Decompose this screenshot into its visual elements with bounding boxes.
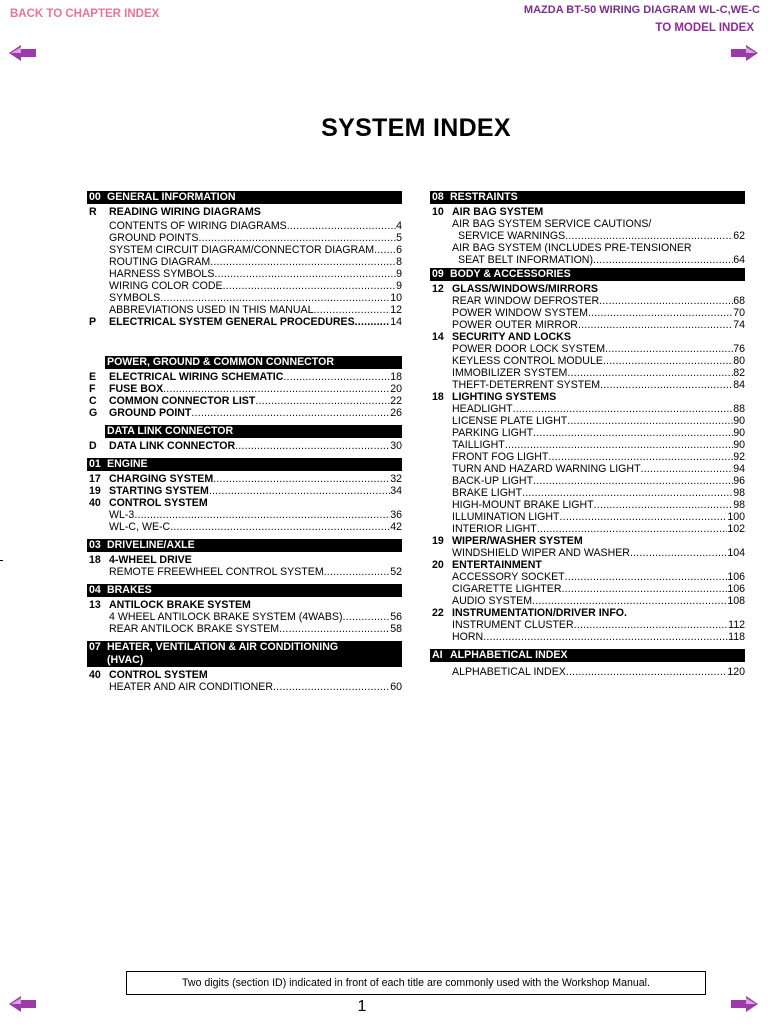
index-entry[interactable]: ABBREVIATIONS USED IN THIS MANUAL ..... 12 <box>87 304 402 316</box>
index-entry[interactable]: HORN ..... 118 <box>430 631 745 643</box>
footer-note: Two digits (section ID) indicated in front of each title are commonly used with the Workshop Manual. <box>126 971 706 995</box>
index-entry[interactable]: WINDSHIELD WIPER AND WASHER ..... 104 <box>430 547 745 559</box>
index-entry-reading-wiring-diagrams[interactable]: R READING WIRING DIAGRAMS <box>89 206 261 218</box>
index-entry[interactable]: PARKING LIGHT ..... 90 <box>430 427 745 439</box>
section-header-data-link: DATA LINK CONNECTOR <box>105 425 402 438</box>
index-entry[interactable]: SEAT BELT INFORMATION) ..... 64 <box>430 254 745 266</box>
index-entry-alphabetical-index[interactable]: ALPHABETICAL INDEX ..... 120 <box>430 666 745 678</box>
index-entry-air-bag-system[interactable]: 10 AIR BAG SYSTEM <box>432 206 544 218</box>
index-entry[interactable]: SYSTEM CIRCUIT DIAGRAM/CONNECTOR DIAGRAM ..... 6 <box>87 244 402 256</box>
index-entry[interactable]: ACCESSORY SOCKET ..... 106 <box>430 571 745 583</box>
index-entry-line[interactable]: AIR BAG SYSTEM (INCLUDES PRE-TENSIONER <box>452 242 692 254</box>
index-entry-general-procedures[interactable]: P ELECTRICAL SYSTEM GENERAL PROCEDURES ..... 14 <box>87 316 402 328</box>
index-entry[interactable]: REAR WINDOW DEFROSTER ..... 68 <box>430 295 745 307</box>
back-to-chapter-index-link[interactable]: BACK TO CHAPTER INDEX <box>10 8 160 20</box>
index-entry[interactable]: WL-3 ..... 36 <box>87 509 402 521</box>
index-entry[interactable]: 4 WHEEL ANTILOCK BRAKE SYSTEM (4WABS) ..... 56 <box>87 611 402 623</box>
index-entry[interactable]: WIRING COLOR CODE ..... 9 <box>87 280 402 292</box>
index-entry[interactable]: HIGH-MOUNT BRAKE LIGHT ..... 98 <box>430 499 745 511</box>
to-model-index-link[interactable]: TO MODEL INDEX <box>655 22 754 34</box>
margin-tick <box>0 560 3 561</box>
index-entry-4wd[interactable]: 18 4-WHEEL DRIVE <box>89 554 192 566</box>
index-entry[interactable]: WL-C, WE-C ..... 42 <box>87 521 402 533</box>
section-header-body-accessories: 09 BODY & ACCESSORIES <box>430 268 745 281</box>
section-header-driveline: 03 DRIVELINE/AXLE <box>87 539 402 552</box>
index-entry-control-system[interactable]: 40 CONTROL SYSTEM <box>89 497 208 509</box>
index-entry[interactable]: TAILLIGHT ..... 90 <box>430 439 745 451</box>
index-entry-entertainment[interactable]: 20 ENTERTAINMENT <box>432 559 542 571</box>
index-entry[interactable]: BACK-UP LIGHT ..... 96 <box>430 475 745 487</box>
section-header-engine: 01 ENGINE <box>87 458 402 471</box>
section-header-brakes: 04 BRAKES <box>87 584 402 597</box>
index-entry-control-system[interactable]: 40 CONTROL SYSTEM <box>89 669 208 681</box>
index-entry[interactable]: AUDIO SYSTEM ..... 108 <box>430 595 745 607</box>
section-header-power-ground: POWER, GROUND & COMMON CONNECTOR <box>105 356 402 369</box>
index-entry-instrumentation[interactable]: 22 INSTRUMENTATION/DRIVER INFO. <box>432 607 627 619</box>
index-entry[interactable]: REAR ANTILOCK BRAKE SYSTEM ..... 58 <box>87 623 402 635</box>
arrow-left-icon[interactable] <box>9 45 37 61</box>
right-column <box>430 191 745 678</box>
section-header-alphabetical-index: AI ALPHABETICAL INDEX <box>430 649 745 662</box>
index-entry[interactable]: SERVICE WARNINGS ..... 62 <box>430 230 745 242</box>
index-entry-line[interactable]: AIR BAG SYSTEM SERVICE CAUTIONS/ <box>452 218 652 230</box>
index-entry[interactable]: POWER OUTER MIRROR ..... 74 <box>430 319 745 331</box>
index-entry[interactable]: 17 CHARGING SYSTEM ..... 32 <box>87 473 402 485</box>
index-entry[interactable]: CONTENTS OF WIRING DIAGRAMS ..... 4 <box>87 220 402 232</box>
index-entry-wiper[interactable]: 19 WIPER/WASHER SYSTEM <box>432 535 583 547</box>
index-entry-lighting[interactable]: 18 LIGHTING SYSTEMS <box>432 391 557 403</box>
section-header-restraints: 08 RESTRAINTS <box>430 191 745 204</box>
arrow-right-icon[interactable] <box>730 45 758 61</box>
section-header-general-information: 00 GENERAL INFORMATION <box>87 191 402 204</box>
index-entry[interactable]: INTERIOR LIGHT ..... 102 <box>430 523 745 535</box>
index-entry[interactable]: IMMOBILIZER SYSTEM ..... 82 <box>430 367 745 379</box>
index-entry[interactable]: CIGARETTE LIGHTER ..... 106 <box>430 583 745 595</box>
page-number: 1 <box>357 998 367 1015</box>
index-entry[interactable]: BRAKE LIGHT ..... 98 <box>430 487 745 499</box>
index-entry[interactable]: REMOTE FREEWHEEL CONTROL SYSTEM ..... 52 <box>87 566 402 578</box>
index-entry-glass[interactable]: 12 GLASS/WINDOWS/MIRRORS <box>432 283 598 295</box>
index-entry[interactable]: D DATA LINK CONNECTOR ..... 30 <box>87 440 402 452</box>
left-column <box>87 191 402 693</box>
index-entry[interactable]: HEADLIGHT ..... 88 <box>430 403 745 415</box>
index-entry[interactable]: KEYLESS CONTROL MODULE ..... 80 <box>430 355 745 367</box>
index-entry[interactable]: HARNESS SYMBOLS ..... 9 <box>87 268 402 280</box>
arrow-right-icon[interactable] <box>730 996 758 1012</box>
index-entry[interactable]: LICENSE PLATE LIGHT ..... 90 <box>430 415 745 427</box>
index-entry[interactable]: F FUSE BOX ..... 20 <box>87 383 402 395</box>
index-entry[interactable]: POWER WINDOW SYSTEM ..... 70 <box>430 307 745 319</box>
index-entry[interactable]: SYMBOLS ..... 10 <box>87 292 402 304</box>
index-entry[interactable]: ROUTING DIAGRAM ..... 8 <box>87 256 402 268</box>
index-entry[interactable]: 19 STARTING SYSTEM ..... 34 <box>87 485 402 497</box>
index-entry[interactable]: TURN AND HAZARD WARNING LIGHT ..... 94 <box>430 463 745 475</box>
index-entry-security[interactable]: 14 SECURITY AND LOCKS <box>432 331 571 343</box>
section-header-hvac: 07 HEATER, VENTILATION & AIR CONDITIONING (HVAC) <box>87 641 402 667</box>
index-entry[interactable]: C COMMON CONNECTOR LIST ..... 22 <box>87 395 402 407</box>
index-entry[interactable]: HEATER AND AIR CONDITIONER ..... 60 <box>87 681 402 693</box>
index-entry[interactable]: E ELECTRICAL WIRING SCHEMATIC ..... 18 <box>87 371 402 383</box>
index-entry[interactable]: GROUND POINTS ..... 5 <box>87 232 402 244</box>
document-title: MAZDA BT-50 WIRING DIAGRAM WL-C,WE-C <box>523 4 760 16</box>
index-entry[interactable]: POWER DOOR LOCK SYSTEM ..... 76 <box>430 343 745 355</box>
index-entry[interactable]: G GROUND POINT ..... 26 <box>87 407 402 419</box>
index-entry[interactable]: THEFT-DETERRENT SYSTEM ..... 84 <box>430 379 745 391</box>
index-entry[interactable]: FRONT FOG LIGHT ..... 92 <box>430 451 745 463</box>
index-entry-abs[interactable]: 13 ANTILOCK BRAKE SYSTEM <box>89 599 251 611</box>
index-entry[interactable]: ILLUMINATION LIGHT ..... 100 <box>430 511 745 523</box>
page-title: SYSTEM INDEX <box>321 114 511 142</box>
index-entry[interactable]: INSTRUMENT CLUSTER ..... 112 <box>430 619 745 631</box>
